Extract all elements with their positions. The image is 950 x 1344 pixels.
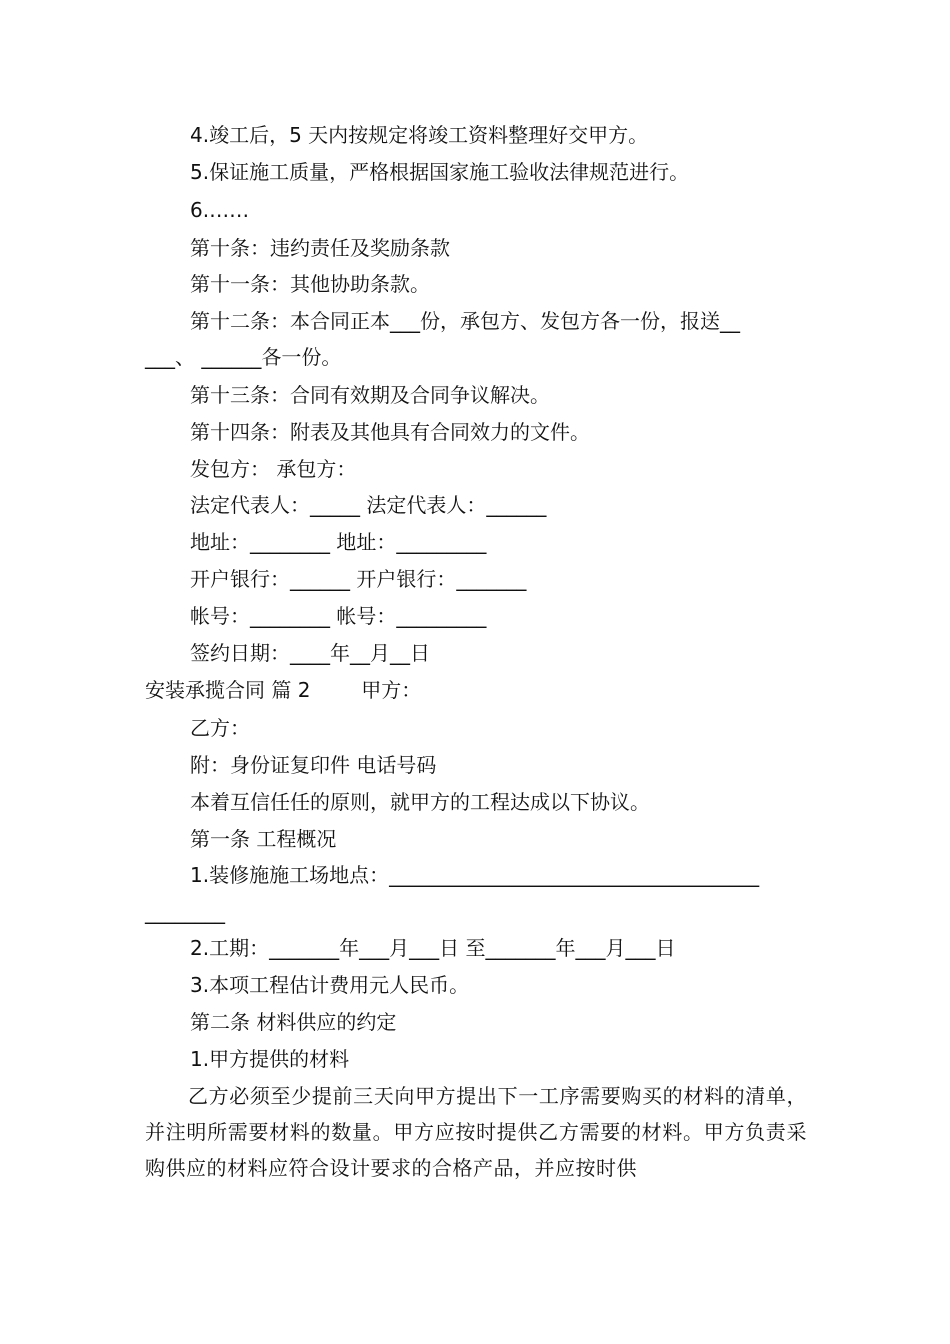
- text-line: 第十二条：本合同正本___份，承包方、发包方各一份，报送__: [190, 309, 740, 333]
- text-line: 附：身份证复印件 电话号码: [190, 753, 437, 777]
- text-line: 3.本项工程估计费用元人民币。: [190, 973, 470, 997]
- text-line: 签约日期：____年__月__日: [190, 641, 430, 665]
- text-line: 法定代表人：_____ 法定代表人：______: [190, 493, 547, 517]
- text-line: 开户银行：______ 开户银行：_______: [190, 567, 527, 591]
- text-line: 乙方：: [190, 716, 250, 740]
- text-line: 4.竣工后，5 天内按规定将竣工资料整理好交甲方。: [190, 123, 649, 147]
- text-line: 5.保证施工质量，严格根据国家施工验收法律规范进行。: [190, 160, 690, 184]
- text-line: 2.工期：_______年___月___日 至_______年___月___日: [190, 936, 676, 960]
- text-line: 6.……: [190, 198, 250, 222]
- text-line: ________: [145, 900, 225, 924]
- text-line: 帐号：________ 帐号：_________: [190, 604, 487, 628]
- text-line: ___、 ______各一份。: [145, 345, 342, 369]
- text-line: 第十一条：其他协助条款。: [190, 272, 430, 296]
- text-line: 本着互信任任的原则，就甲方的工程达成以下协议。: [190, 790, 650, 814]
- section-heading: 安装承揽合同 篇 2 甲方：: [145, 678, 422, 702]
- text-line: 地址：________ 地址：_________: [190, 530, 487, 554]
- text-line: 发包方： 承包方：: [190, 457, 357, 481]
- text-line: 第一条 工程概况: [190, 827, 337, 851]
- text-line: 第十四条：附表及其他具有合同效力的文件。: [190, 420, 590, 444]
- text-line: 第十三条：合同有效期及合同争议解决。: [190, 383, 550, 407]
- text-line: 1.装修施施工场地点：_____________________________________: [190, 863, 760, 887]
- text-line: 1.甲方提供的材料: [190, 1047, 350, 1071]
- text-line: 第十条：违约责任及奖励条款: [190, 236, 450, 260]
- text-line: 第二条 材料供应的约定: [190, 1010, 397, 1034]
- body-paragraph: 乙方必须至少提前三天向甲方提出下一工序需要购买的材料的清单，并注明所需要材料的数量。甲方应按时提供乙方需要的材料。甲方负责采购供应的材料应符合设计要求的合格产品，并应按时供: [145, 1084, 807, 1180]
